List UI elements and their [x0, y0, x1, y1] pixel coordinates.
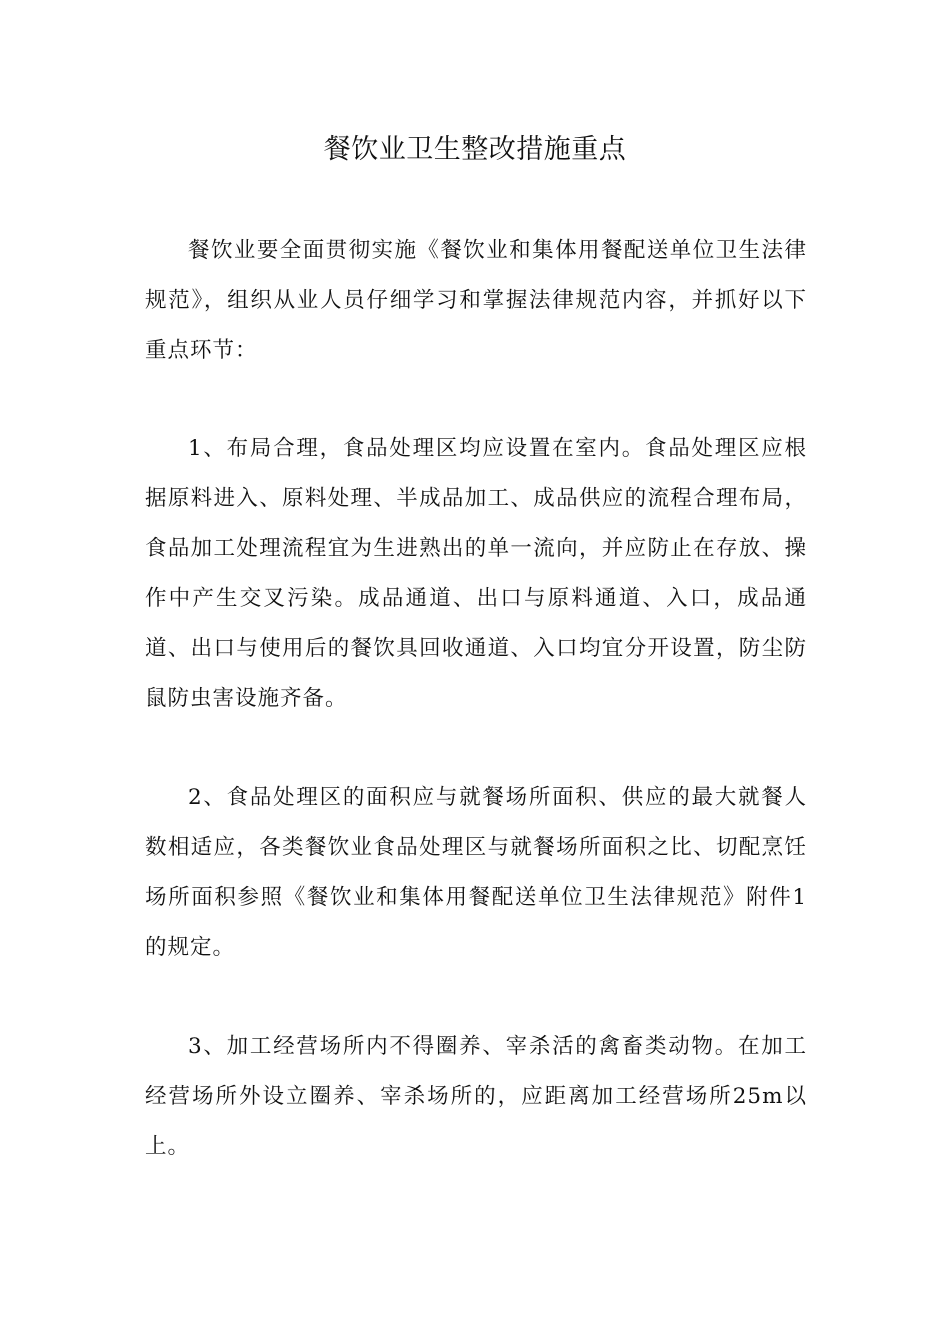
point-2-paragraph: 2、食品处理区的面积应与就餐场所面积、供应的最大就餐人数相适应，各类餐饮业食品处理区与就餐场所面积之比、切配烹饪场所面积参照《餐饮业和集体用餐配送单位卫生法律规范》附件1的规定。 [145, 785, 807, 960]
intro-paragraph: 餐饮业要全面贯彻实施《餐饮业和集体用餐配送单位卫生法律规范》，组织从业人员仔细学习和掌握法律规范内容，并抓好以下重点环节： [145, 238, 807, 363]
point-1-paragraph: 1、布局合理，食品处理区均应设置在室内。食品处理区应根据原料进入、原料处理、半成品加工、成品供应的流程合理布局，食品加工处理流程宜为生进熟出的单一流向，并应防止在存放、操作中产生交叉污染。成品通道、出口与原料通道、入口，成品通道、出口与使用后的餐饮具回收通道、入口均宜分开设置，防尘防鼠防虫害设施齐备。 [145, 436, 807, 711]
document-title: 餐饮业卫生整改措施重点 [323, 134, 627, 165]
point-3-paragraph: 3、加工经营场所内不得圈养、宰杀活的禽畜类动物。在加工经营场所外设立圈养、宰杀场所的，应距离加工经营场所25m以上。 [145, 1034, 807, 1159]
